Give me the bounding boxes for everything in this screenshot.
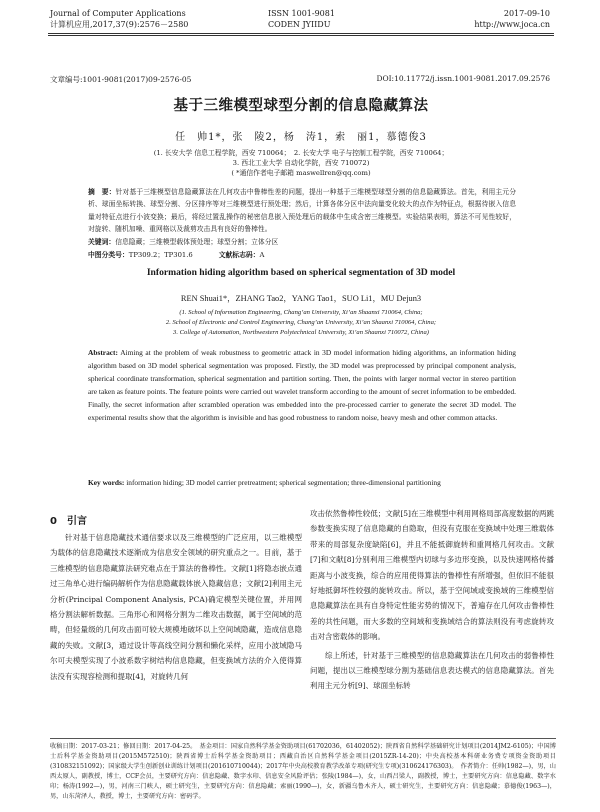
footnote-rule (50, 738, 556, 739)
affiliations-zh (48, 148, 554, 178)
affiliation-zh-line: (1. 长安大学 信息工程学院，西安 710064； 2. 长安大学 电子与控制工程学院，西安 710064； (153, 149, 449, 157)
header-rule (48, 33, 554, 34)
clc-label: 中图分类号： (88, 251, 129, 259)
affiliation-en-line: 3. College of Automation, Northwestern Polytechnical University, Xi’an Shaanxi 710072, China) (173, 329, 429, 336)
authors-en: REN Shuai1*，ZHANG Tao2，YANG Tao1，SUO Li1，MU Dejun3 (180, 294, 422, 303)
journal-url[interactable]: http://www.joca.cn (474, 20, 550, 29)
section-heading-introduction: 0 引言 (50, 516, 87, 527)
affiliations-en (48, 308, 554, 338)
keywords-en-label: Key words: (88, 478, 125, 487)
abstract-zh-text: 针对基于三维模型信息隐藏算法在几何攻击中鲁棒性差的问题，提出一种基于三维模型球型分割的信息隐藏算法。首先，利用主元分析、球面坐标转换、球型分割、分区排序等对三维模型进行预处理；然后，计算各体分区中法向量变化较大的点作为特征点，根据待嵌入信息量对特征点进行小波变换；最后，将经过置乱操作的秘密信息嵌入预处理后的载体中生成含密三维模型。实验结果表明，算法不可见性较好，对旋转、随机加噪、重网格以及裁剪攻击具有良好的鲁棒性。 (88, 188, 517, 234)
issn: ISSN 1001-9081 (268, 9, 335, 18)
authors-zh: 任 帅1*，张 陵2，杨 涛1，索 丽1，慕德俊3 (175, 132, 427, 143)
publish-date: 2017-09-10 (503, 9, 550, 18)
abstract-zh (88, 186, 516, 236)
footnote: 收稿日期：2017-03-21；修回日期：2017-04-25。 基金项目：国家自然科学基金资助项目(61702036，61402052)；陕西省自然科学基础研究计划项目(2014JM2-6105)；中国博士后科学基金资助项目(2015M572510)；陕西省博士后科学基金资助项目；西藏自治区自然科学基金项目(2015ZR-14-20)；中央高校基本科研业务费专项资金资助项目(310832151092)；国家级大学生创新创业训练计划项目(201610710044)；2017年中央高校教育教学改革专项(研究生专项)(310624176303)。 作者简介：任帅(1982—)，男，山西太原人，副教授，博士，CCF会员，主要研究方向：信息隐藏、数字水印、信息安全风险评估；张陵(1984—)，女，山西吕梁人，副教授，博士，主要研究方向：信息隐藏、数字水印；杨涛(1992—)，男，河南三门峡人，硕士研究生，主要研究方向：信息隐藏；索丽(1990—)，女，新疆乌鲁木齐人，硕士研究生，主要研究方向：信息隐藏；慕德俊(1963—)，男，山东菏泽人，教授，博士，主要研究方向：密码学。 (50, 743, 556, 801)
journal-citation-zh: 计算机应用,2017,37(9):2576－2580 (50, 20, 189, 29)
journal-name-en: Journal of Computer Applications (50, 9, 186, 18)
keywords-zh (88, 236, 516, 248)
abstract-en-text: Aiming at the problem of weak robustness to geometric attack in 3D model information hiding algorithms, an information hiding algorithm based on 3D model spherical segmentation was proposed. Firstly, the 3D model was preprocessed by principal component analysis, spherical coordinate transformation, spherical segmentation and partition sorting. Then, the points with larger normal vector in stereo partition are taken as feature points. The feature points were carried out wavelet transform according to the amount of secret information to be embedded. Finally, the secret information after scrambled operation was embedded into the pre-processed carrier to generate the secret 3D model. The experimental results show that the algorithm is invisible and has good robustness to random noise, heavy mesh and other common attacks. (88, 348, 516, 423)
paper-title-zh: 基于三维模型球型分割的信息隐藏算法 (173, 98, 429, 114)
header-rule-thin (48, 35, 554, 36)
paragraph: 综上所述，针对基于三维模型的信息隐藏算法在几何攻击的弱鲁棒性问题，提出以三维模型球分割为基础信息表达模式的信息隐藏算法。首先利用主元分析[9]、球面坐标转 (310, 650, 554, 691)
doc-code-label: 文献标志码： (218, 251, 260, 259)
abstract-en-label: Abstract: (88, 348, 118, 357)
body-column-right (310, 506, 554, 694)
body-column-left (50, 530, 302, 684)
journal-header-center (268, 8, 388, 30)
clc-code: TP309.2；TP301.6 (128, 251, 193, 259)
doc-code: A (259, 251, 265, 259)
doi[interactable]: DOI:10.11772/j.issn.1001-9081.2017.09.2576 (376, 74, 550, 83)
journal-header-right (474, 8, 550, 30)
paragraph: 攻击依然鲁棒性较低；文献[5]在三维模型中利用网格局部高度数据的两跳参数变换实现了信息隐藏的自隐取，但没有克服在变换域中处理三维载体带来的局部复杂度缺陷[6]，并且不能抵御旋转和重网格几何攻击。文献[7]和文献[8]分别利用三维模型内切球与多边形变换，以及快速网格传播距离与小波变换，综合的应用使得算法的鲁棒性有所增强，但依旧不能很好地抵御坏性较强的旋转攻击。所以，基于空间域或变换域的三维模型信息隐藏算法在具有自身特定性能劣势的情况下，普遍存在几何攻击鲁棒性差的共性问题，而大多数的空间域和变换域结合的算法则没有考虑旋转攻击对含密载体的影响。 (310, 509, 554, 642)
abstract-en (88, 346, 516, 425)
affiliation-zh-line: ( *通信作者电子邮箱 maswellren@qq.com) (231, 169, 371, 177)
affiliation-en-line: 2. School of Electronic and Control Engineering, Chang’an University, Xi’an Shaanxi 710064, China; (165, 319, 437, 326)
coden: CODEN JYIIDU (268, 20, 331, 29)
classification (88, 249, 516, 261)
journal-header-left (50, 8, 188, 30)
affiliation-zh-line: 3. 西北工业大学 自动化学院，西安 710072) (232, 159, 370, 167)
paragraph: 针对基于信息隐藏技术通信要求以及三维模型的广泛应用，以三维模型为载体的信息隐藏技术逐渐成为信息安全领域的研究重点之一。目前，基于三维模型的信息隐藏算法研究难点在于算法的鲁棒性。文献[1]将隐态嵌点通过三角单心进行编码解析作为信息隐藏载体嵌入隐藏信息；文献[2]利用主元分析(Principal Component Analysis, PCA)确定模型关键位置，并用网格分割法解析数据。三角形心和网格分割为二维攻击数据，属于空间域的范畴，但轻量级的几何攻击面可较大规模地破坏以上空间域隐藏，造成信息隐藏的失败。文献[3，通过设计等高线空间分割和懒化采样，应用小波域隐马尔可夫模型实现了小波系数字树结构信息隐藏，但变换域方法的介入使得算法没有实现容检测和提取[4]，对旋转几何 (50, 533, 302, 681)
keywords-en-text: information hiding; 3D model carrier pretreatment; spherical segmentation; three-dimensional partitioning (126, 478, 441, 487)
abstract-zh-label: 摘 要： (88, 188, 116, 196)
article-id: 文章编号:1001-9081(2017)09-2576-05 (50, 75, 192, 84)
keywords-zh-label: 关键词： (88, 238, 116, 246)
keywords-en (88, 476, 516, 489)
affiliation-en-line: (1. School of Information Engineering, Chang’an University, Xi’an Shaanxi 710064, China; (179, 309, 423, 316)
keywords-zh-text: 信息隐藏；三维模型载体预处理；球型分割；立体分区 (115, 238, 279, 246)
paper-title-en: Information hiding algorithm based on spherical segmentation of 3D model (146, 267, 456, 278)
